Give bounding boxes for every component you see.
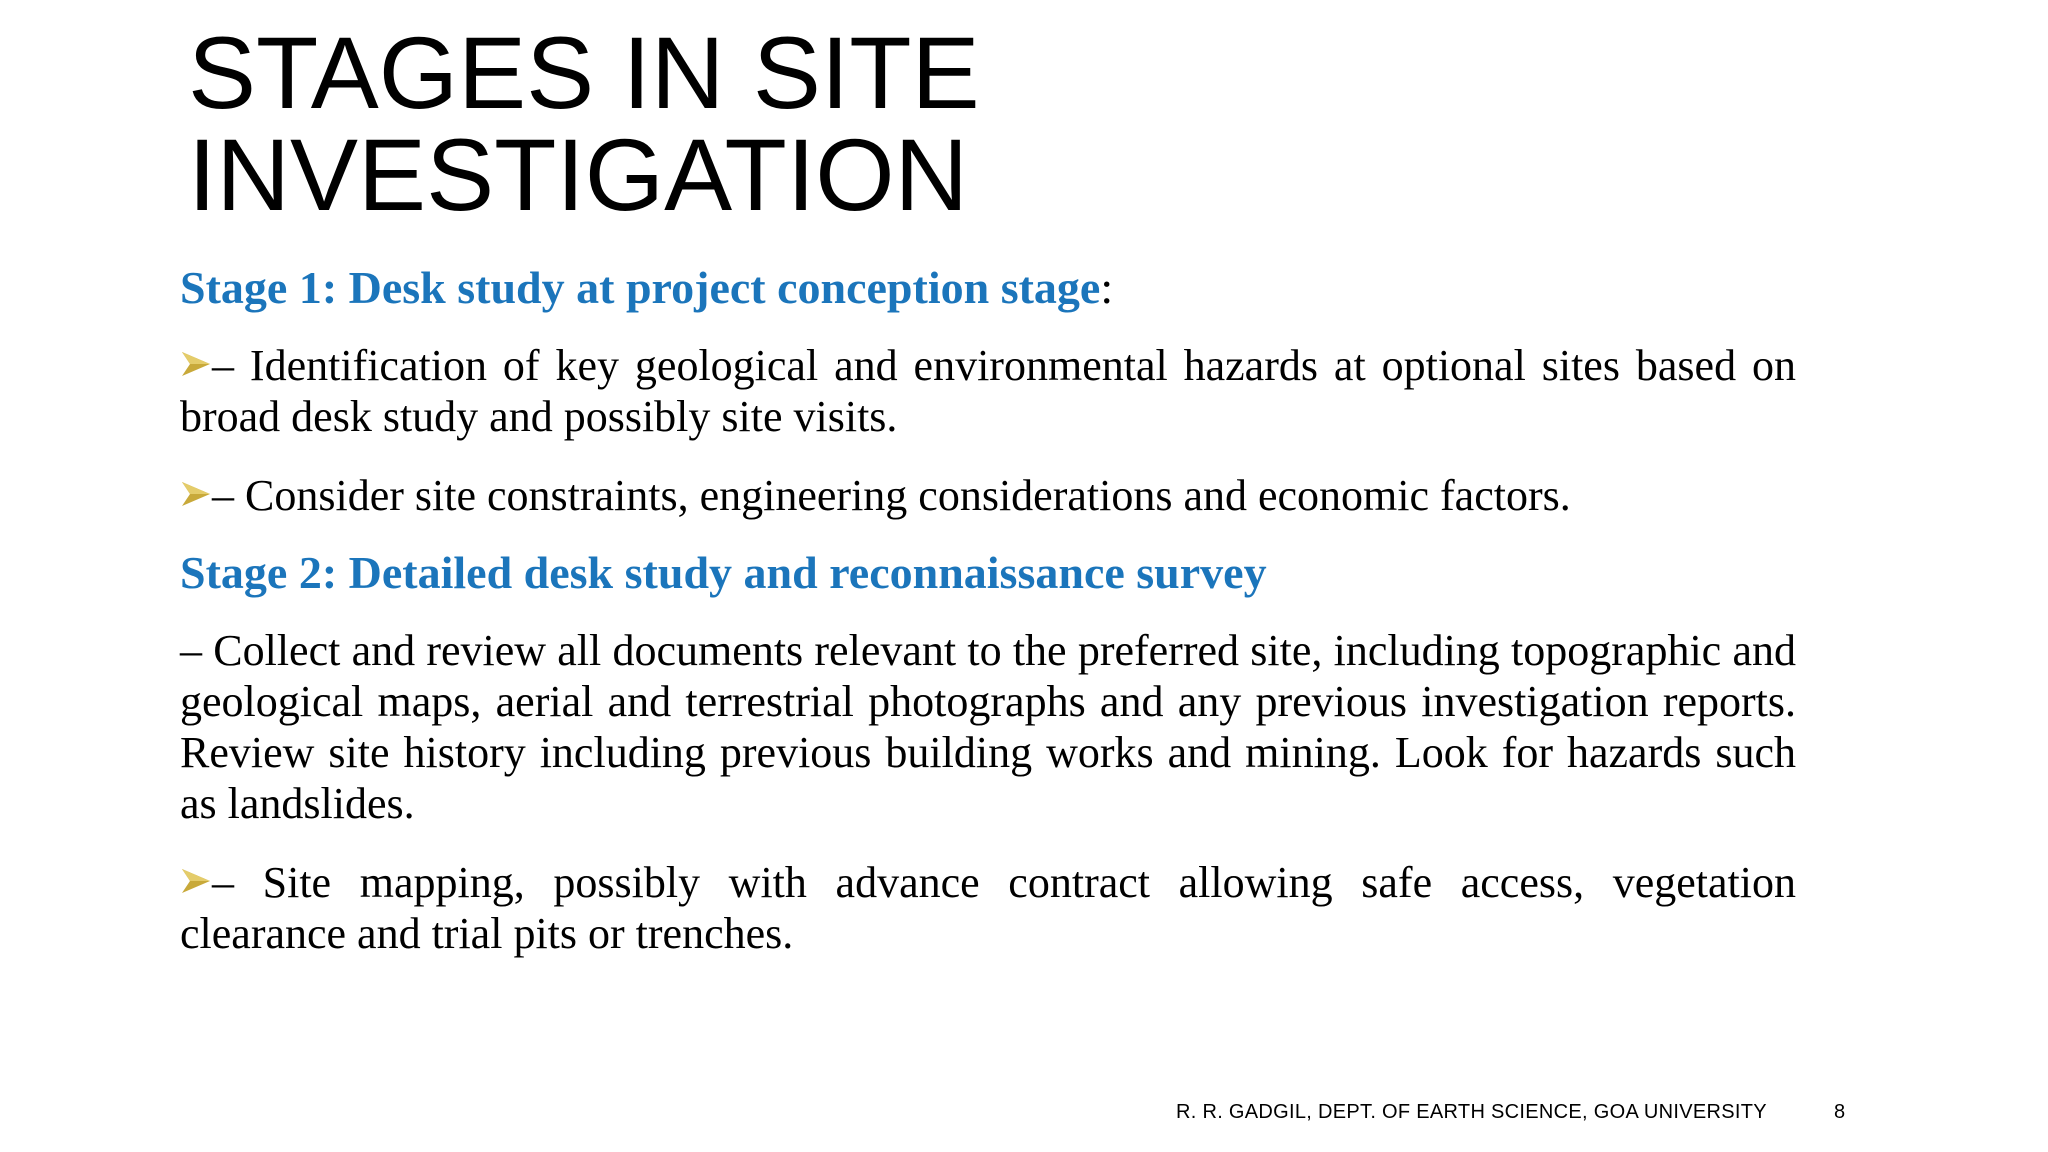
stage-1-heading-colon: : bbox=[1100, 262, 1114, 313]
slide-title-line-2: INVESTIGATION bbox=[188, 118, 969, 232]
stage-2-bullet bbox=[180, 857, 1796, 959]
stage-2-paragraph: – Collect and review all documents relevant to the preferred site, including topographic and geological maps, aerial and terrestrial photographs and any previous investigation reports. Review site history including previous building works and mining. Look for hazards such as landslides. bbox=[180, 626, 1796, 828]
stage-1-heading-text: Stage 1: Desk study at project conception stage bbox=[180, 262, 1101, 313]
arrow-bullet-icon bbox=[180, 344, 212, 382]
stage-1-heading bbox=[180, 258, 1796, 318]
stage-1-bullet-2-text: – Consider site constraints, engineering considerations and economic factors. bbox=[212, 471, 1571, 520]
slide-footer: R. R. GADGIL, DEPT. OF EARTH SCIENCE, GOA UNIVERSITY bbox=[1176, 1101, 1767, 1123]
stage-2-heading-text: Stage 2: Detailed desk study and reconnaissance survey bbox=[180, 547, 1267, 598]
slide-title-line-1: STAGES IN SITE bbox=[188, 16, 980, 130]
stage-2-heading bbox=[180, 543, 1796, 603]
arrow-bullet-icon bbox=[180, 474, 212, 512]
stage-1-bullet-2 bbox=[180, 470, 1796, 521]
stage-1-bullet-1 bbox=[180, 340, 1796, 442]
stage-2-bullet-text: – Site mapping, possibly with advance contract allowing safe access, vegetation clearance and trial pits or trenches. bbox=[180, 858, 1796, 958]
slide-content bbox=[180, 258, 1796, 959]
page-number: 8 bbox=[1834, 1101, 1846, 1123]
stage-1-bullet-1-text: – Identification of key geological and environmental hazards at optional sites based on broad desk study and possibly site visits. bbox=[180, 341, 1796, 441]
arrow-bullet-icon bbox=[180, 861, 212, 899]
slide-title bbox=[188, 16, 980, 232]
